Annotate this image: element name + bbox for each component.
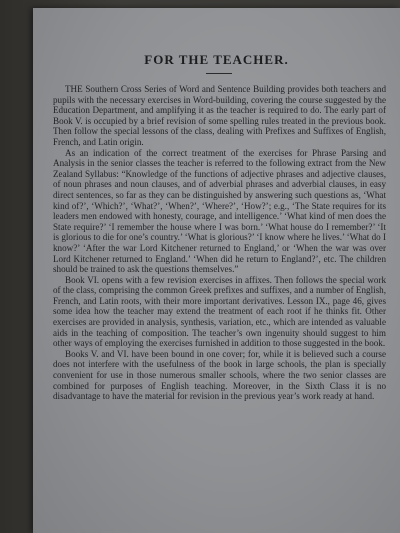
book-page bbox=[33, 8, 400, 533]
body-text bbox=[53, 84, 386, 402]
paragraph-3: Book VI. opens with a few revision exercises in affixes. Then follows the special work of the class, comprising the common Greek prefixes and suffixes, and a number of English, French, and Latin roots, with their more important derivatives. Lesson IX., page 46, gives some idea how the teacher may extend the treatment of each root if he thinks fit. Other exercises are provided in analysis, synthesis, variation, etc., which are intended as valuable aids in the teaching of composition. The teacher’s own ingenuity should suggest to him other ways of employing the exercises furnished in addition to those suggested in the book. bbox=[53, 274, 386, 349]
paragraph-2: As an indication of the correct treatment of the exercises for Phrase Parsing and Analysis in the senior classes the teacher is referred to the following extract from the New Zealand Syllabus: “Knowledge of the functions of adjective phrases and adjective clauses, of noun phrases and noun clauses, and of adverbial phrases and adverbial clauses, in easy direct sentences, so far as they can be distinguished by answering such questions as, ‘What kind of?’, ‘Which?’, ‘What?’, ‘When?’, ‘Where?’, ‘How?’; e.g., ‘The State requires for its leaders men endowed with honesty, courage, and intelligence.’ ‘What kind of men does the State require?’ ‘I remember the house where I was born.’ ‘What house do I remember?’ ‘It is glorious to die for one’s country.’ ‘What is glorious?’ ‘I know where he lives.’ ‘What do I know?’ ‘After the war Lord Kitchener returned to England,’ or ‘When the war was over Lord Kitchener returned to England.’ ‘When did he return to England?’, etc. The children should be trained to ask the questions themselves.” bbox=[53, 147, 387, 275]
paragraph-1: THE Southern Cross Series of Word and Sentence Building provides both teachers and pupils with the necessary exercises in Word-building, covering the course suggested by the Education Department, and amplifying it as the teacher is required to do. The early part of Book V. is occupied by a brief revision of some spelling rules treated in the previous book. Then follow the special lessons of the class, dealing with Prefixes and Suffixes of English, French, and Latin origin. bbox=[53, 84, 386, 147]
title-rule bbox=[206, 73, 232, 74]
page-title: FOR THE TEACHER. bbox=[144, 52, 289, 67]
paragraph-4: Books V. and VI. have been bound in one cover; for, while it is believed such a course does not interfere with the usefulness of the book in large schools, the plan is specially convenient for use in those numerous smaller schools, where the two senior classes are combined for purposes of English teaching. Moreover, in the Sixth Class it is no disadvantage to have the material for revision in the previous year’s work ready at hand. bbox=[53, 348, 386, 402]
